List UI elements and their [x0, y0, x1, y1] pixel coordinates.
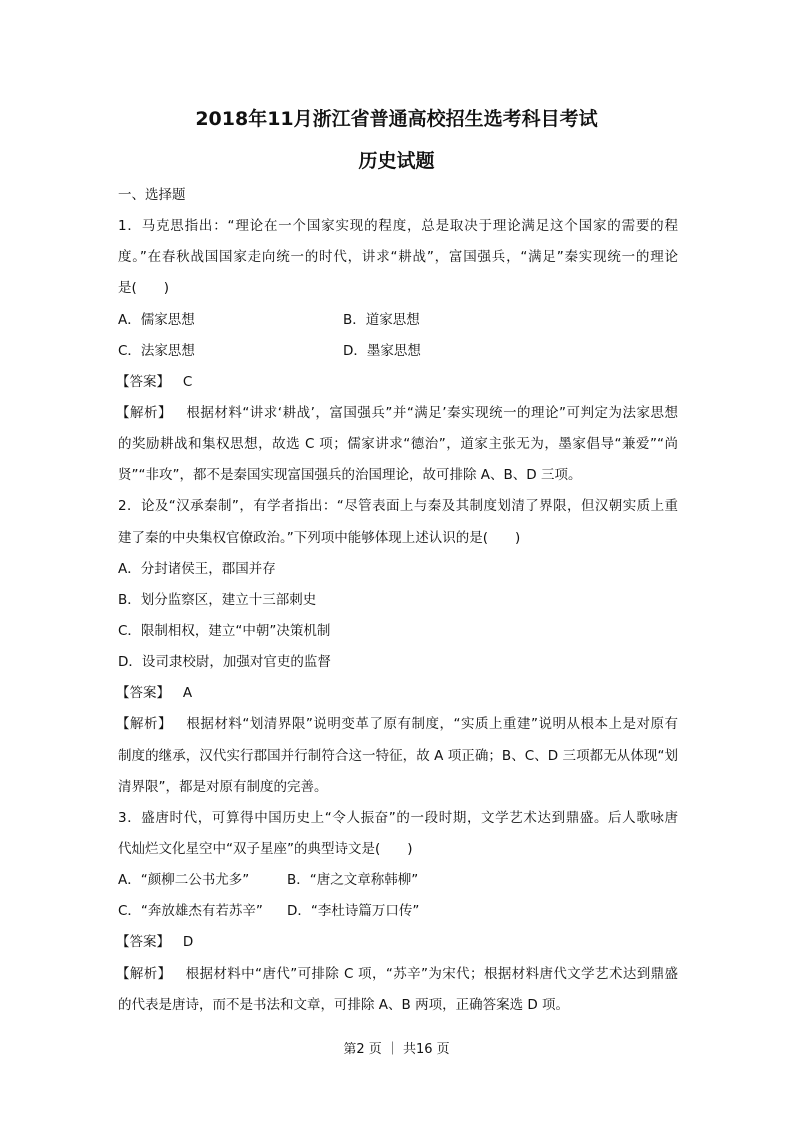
question-3-option-a: A．“颜柳二公书尤多”	[118, 872, 250, 889]
question-1-analysis-line: 贤”“非攻”，都不是秦国实现富国强兵的治国理论，故可排除 A、B、D 三项。	[118, 467, 582, 484]
question-2-analysis-line: 清界限”，都是对原有制度的完善。	[118, 778, 328, 795]
question-1-analysis-line: 的奖励耕战和集权思想，故选 C 项；儒家讲求“德治”，道家主张无为，墨家倡导“兼爱”“尚	[118, 436, 678, 453]
question-3-option-c: C．“奔放雄杰有若苏辛”	[118, 903, 263, 920]
question-3-stem-line: 代灿烂文化星空中“双子星座”的典型诗文是( )	[118, 840, 413, 857]
question-2-option-d: D．设司隶校尉，加强对官吏的监督	[118, 654, 331, 671]
question-1-option-b: B．道家思想	[343, 311, 420, 328]
answer-label: 【答案】	[116, 934, 170, 951]
question-1-stem-line: 1．马克思指出：“理论在一个国家实现的程度，总是取决于理论满足这个国家的需要的程	[118, 218, 678, 235]
exam-subtitle: 历史试题	[358, 150, 435, 172]
question-2-option-b: B．划分监察区，建立十三部刺史	[118, 591, 317, 608]
question-2-analysis-line: 制度的继承，汉代实行郡国并行制符合这一特征，故 A 项正确；B、C、D 三项都无从体现“划	[118, 747, 678, 764]
question-3-analysis-line: 的代表是唐诗，而不是书法和文章，可排除 A、B 两项，正确答案选 D 项。	[118, 996, 570, 1013]
question-2-stem-line: 2．论及“汉承秦制”，有学者指出：“尽管表面上与秦及其制度划清了界限，但汉朝实质上重	[118, 498, 678, 515]
answer-label: 【答案】	[116, 373, 170, 390]
question-2-option-c: C．限制相权，建立“中朝”决策机制	[118, 622, 331, 639]
question-3-analysis-line: 根据材料中“唐代”可排除 C 项，“苏辛”为宋代；根据材料唐代文学艺术达到鼎盛	[185, 965, 679, 982]
question-1-option-a: A．儒家思想	[118, 311, 195, 328]
question-3-option-b: B．“唐之文章称韩柳”	[287, 872, 419, 889]
question-1-stem-line: 是( )	[118, 280, 170, 297]
question-2-analysis-line: 根据材料“划清界限”说明变革了原有制度，“实质上重建”说明从根本上是对原有	[186, 716, 678, 733]
question-1-option-d: D．墨家思想	[343, 342, 421, 359]
exam-title: 2018年11月浙江省普通高校招生选考科目考试	[195, 108, 598, 130]
question-1-option-c: C．法家思想	[118, 342, 195, 359]
question-3-option-d: D．“李杜诗篇万口传”	[287, 903, 420, 920]
question-1-analysis-line: 根据材料“讲求‘耕战’，富国强兵”并“满足’秦实现统一的理论”可判定为法家思想	[186, 404, 678, 421]
analysis-label: 【解析】	[116, 404, 172, 421]
question-2-stem-line: 建了秦的中央集权官僚政治。”下列项中能够体现上述认识的是( )	[118, 529, 521, 546]
question-2-option-a: A．分封诸侯王，郡国并存	[118, 560, 276, 577]
question-2-answer: A	[182, 685, 193, 702]
question-3-answer: D	[182, 934, 194, 951]
answer-label: 【答案】	[116, 685, 170, 702]
page-footer: 第2 页 ｜ 共16 页	[343, 1042, 450, 1057]
question-1-answer: C	[182, 373, 193, 390]
analysis-label: 【解析】	[116, 965, 172, 982]
document-body	[118, 180, 678, 1021]
question-1-stem-line: 度。”在春秋战国国家走向统一的时代，讲求“耕战”，富国强兵，“满足”秦实现统一的理论	[118, 249, 678, 266]
section-heading: 一、选择题	[118, 187, 186, 203]
question-3-stem-line: 3．盛唐时代，可算得中国历史上“令人振奋”的一段时期，文学艺术达到鼎盛。后人歌咏唐	[118, 809, 678, 826]
analysis-label: 【解析】	[116, 716, 173, 733]
